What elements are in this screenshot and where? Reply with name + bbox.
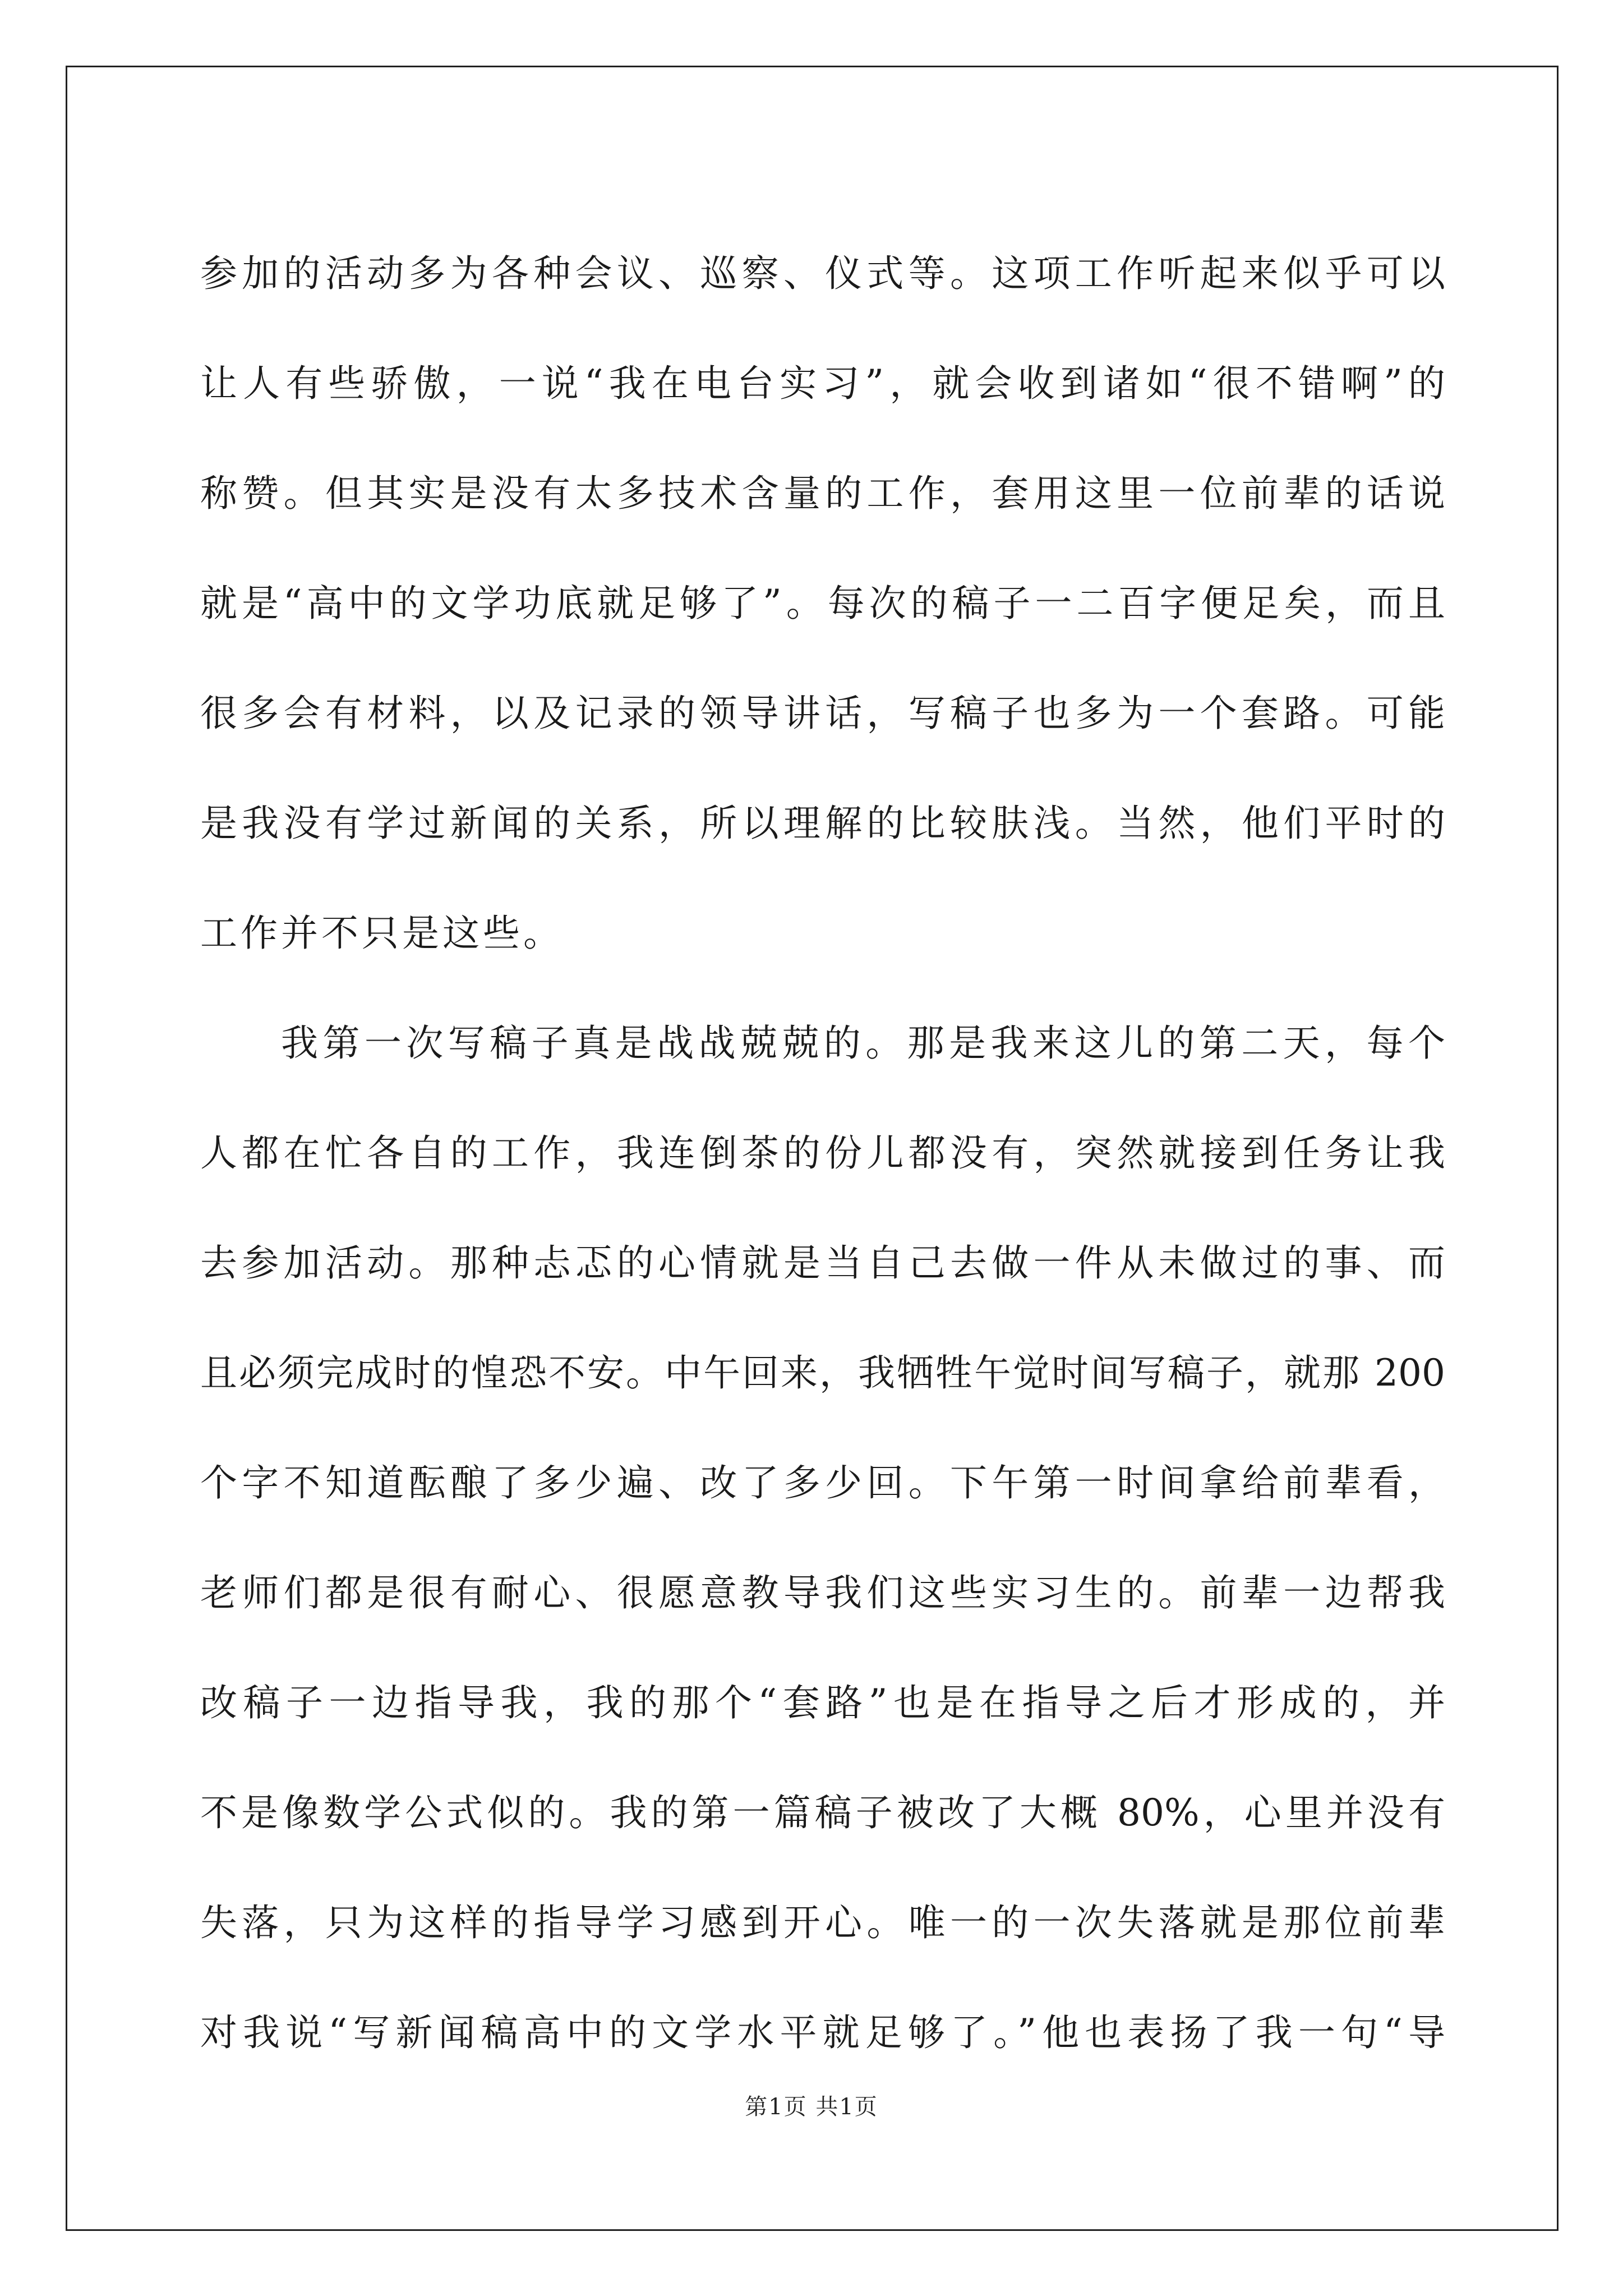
text-line: 我第一次写稿子真是战战兢兢的。那是我来这儿的第二天，每个: [281, 1022, 1445, 1065]
text-line: 失落，只为这样的指导学习感到开心。唯一的一次失落就是那位前辈: [200, 1901, 1445, 1944]
text-line: 且必须完成时的惶恐不安。中午回来，我牺牲午觉时间写稿子，就那 200: [200, 1351, 1445, 1395]
text-line: 工作并不只是这些。: [200, 912, 564, 955]
text-line: 很多会有材料，以及记录的领导讲话，写稿子也多为一个套路。可能: [200, 692, 1445, 735]
document-body: [200, 219, 1445, 2088]
text-line: 称赞。但其实是没有太多技术含量的工作，套用这里一位前辈的话说: [200, 472, 1445, 515]
text-line: 参加的活动多为各种会议、巡察、仪式等。这项工作听起来似乎可以: [200, 252, 1445, 295]
text-line: 人都在忙各自的工作，我连倒茶的份儿都没有，突然就接到任务让我: [200, 1131, 1445, 1175]
text-line: 改稿子一边指导我，我的那个“套路”也是在指导之后才形成的，并: [200, 1681, 1445, 1724]
text-line: 老师们都是很有耐心、很愿意教导我们这些实习生的。前辈一边帮我: [200, 1571, 1445, 1614]
text-line: 是我没有学过新闻的关系，所以理解的比较肤浅。当然，他们平时的: [200, 802, 1445, 845]
text-line: 让人有些骄傲，一说“我在电台实习”，就会收到诸如“很不错啊”的: [200, 362, 1445, 405]
text-line: 去参加活动。那种忐忑的心情就是当自己去做一件从未做过的事、而: [200, 1241, 1445, 1285]
text-line: 个字不知道酝酿了多少遍、改了多少回。下午第一时间拿给前辈看，: [200, 1461, 1445, 1504]
text-line: 对我说“写新闻稿高中的文学水平就足够了。”他也表扬了我一句“导: [200, 2011, 1445, 2054]
text-line: 就是“高中的文学功底就足够了”。每次的稿子一二百字便足矣，而且: [200, 582, 1445, 625]
page-number-footer: 第1页 共1页: [745, 2094, 878, 2120]
text-line: 不是像数学公式似的。我的第一篇稿子被改了大概 80%，心里并没有: [200, 1791, 1445, 1834]
